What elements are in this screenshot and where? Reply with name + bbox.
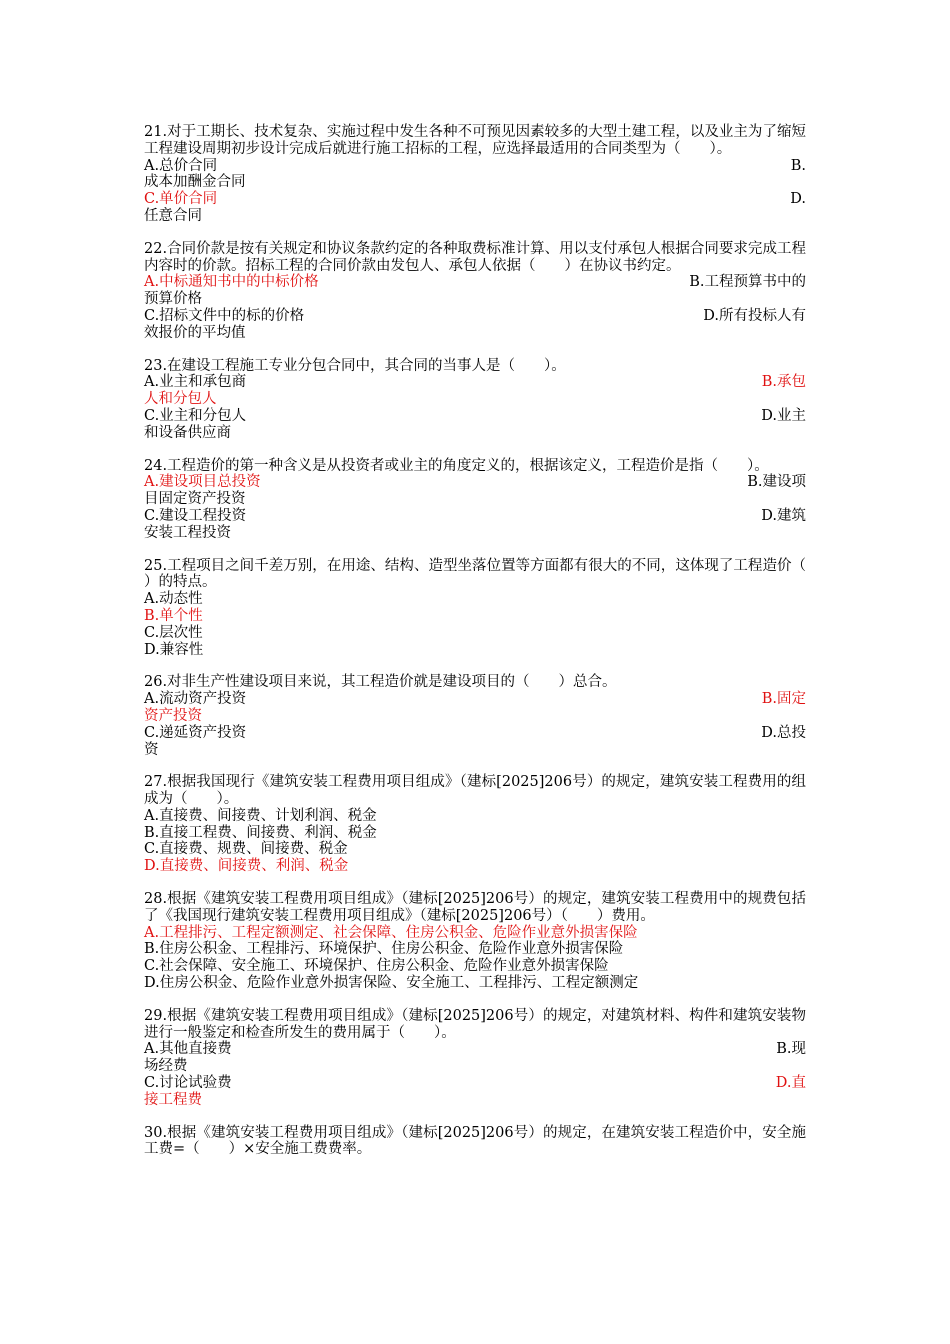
question-27 [144,774,806,875]
option-line: A.动态性 [144,591,203,608]
question-stem: 30.根据《建筑安装工程费用项目组成》（建标[2025]206号）的规定，在建筑安装工程造价中，安全施工费=（ ）×安全施工费费率。 [144,1124,806,1158]
question-30 [144,1125,806,1159]
question-29 [144,1008,806,1109]
option-right: D.所有投标人有 [703,307,806,324]
question-stem: 23.在建设工程施工专业分包合同中，其合同的当事人是（ ）。 [144,357,566,374]
question-23 [144,358,806,442]
option-pair [144,374,806,408]
option-continuation: 任意合同 [144,207,202,224]
question-28 [144,891,806,992]
option-left: C.递延资产投资 [144,724,247,741]
option-left: C.业主和分包人 [144,407,247,424]
option-pair [144,474,806,508]
option-continuation: 场经费 [144,1058,188,1075]
option-left: C.建设工程投资 [144,507,247,524]
question-stem: 21.对于工期长、技术复杂、实施过程中发生各种不可预见因素较多的大型土建工程，以及业主为了缩短工程建设周期初步设计完成后就进行施工招标的工程，应选择最适用的合同类型为（ ）。 [144,124,806,157]
question-stem: 29.根据《建筑安装工程费用项目组成》（建标[2025]206号）的规定，对建筑材料、构件和建筑安装物进行一般鉴定和检查所发生的费用属于（ ）。 [144,1007,806,1041]
option-right: D.建筑 [761,507,806,524]
option-pair [144,191,806,225]
option-pair [144,691,806,725]
option-line: B.单个性 [144,607,203,624]
option-pair [144,308,806,342]
question-stem: 28.根据《建筑安装工程费用项目组成》（建标[2025]206号）的规定，建筑安装工程费用中的规费包括了《我国现行建筑安装工程费用项目组成》（建标[2025]206号）（ ）费用。 [144,891,806,924]
option-right: B. [790,157,806,174]
option-line: A.直接费、间接费、计划利润、税金 [144,807,377,824]
option-left: A.建设项目总投资 [144,474,261,491]
option-right: D.直 [775,1075,806,1092]
option-continuation: 接工程费 [144,1091,202,1108]
option-line: C.层次性 [144,624,203,641]
option-line: B.直接工程费、间接费、利润、税金 [144,824,377,841]
option-right: B.现 [776,1041,806,1058]
option-left: A.其他直接费 [144,1041,232,1058]
option-pair [144,1075,806,1109]
question-stem: 24.工程造价的第一种含义是从投资者或业主的角度定义的，根据该定义，工程造价是指（ ）。 [144,457,769,474]
document-body [144,124,835,1174]
option-line: A.工程排污、工程定额测定、社会保障、住房公积金、危险作业意外损害保险 [144,924,638,941]
option-line: D.住房公积金、危险作业意外损害保险、安全施工、工程排污、工程定额测定 [144,975,639,992]
option-line: D.兼容性 [144,641,204,658]
option-pair [144,274,806,308]
option-left: C.讨论试验费 [144,1075,232,1092]
option-right: B.工程预算书中的 [689,274,806,291]
question-stem: 22.合同价款是按有关规定和协议条款约定的各种取费标准计算、用以支付承包人根据合同要求完成工程内容时的价款。招标工程的合同价款由发包人、承包人依据（ ）在协议书约定。 [144,240,806,274]
question-25 [144,557,835,659]
option-continuation: 和设备供应商 [144,424,231,441]
option-pair [144,508,806,542]
option-right: D. [790,191,806,208]
option-left: A.中标通知书中的中标价格 [144,274,319,291]
question-stem: 25.工程项目之间千差万别，在用途、结构、造型坐落位置等方面都有很大的不同，这体现了工程造价（ ）的特点。 [144,557,835,591]
option-continuation: 人和分包人 [144,391,217,408]
question-stem: 27.根据我国现行《建筑安装工程费用项目组成》（建标[2025]206号）的规定，建筑安装工程费用的组成为（ ）。 [144,774,806,808]
option-right: D.总投 [761,724,806,741]
question-26 [144,674,806,758]
option-pair [144,725,806,759]
option-continuation: 效报价的平均值 [144,324,246,341]
question-24 [144,458,806,542]
option-left: C.招标文件中的标的价格 [144,307,305,324]
option-right: D.业主 [761,407,806,424]
option-line: D.直接费、间接费、利润、税金 [144,858,349,875]
option-left: C.单价合同 [144,191,218,208]
option-line: C.社会保障、安全施工、环境保护、住房公积金、危险作业意外损害保险 [144,958,609,975]
option-line: C.直接费、规费、间接费、税金 [144,841,348,858]
option-left: A.流动资产投资 [144,691,247,708]
option-line: B.住房公积金、工程排污、环境保护、住房公积金、危险作业意外损害保险 [144,941,624,958]
question-22 [144,241,806,342]
question-21 [144,124,806,225]
option-left: A.业主和承包商 [144,374,247,391]
question-stem: 26.对非生产性建设项目来说，其工程造价就是建设项目的（ ）总合。 [144,674,617,691]
option-pair [144,408,806,442]
option-right: B.承包 [761,374,806,391]
option-continuation: 安装工程投资 [144,524,231,541]
option-continuation: 成本加酬金合同 [144,174,246,191]
option-pair [144,158,806,192]
option-continuation: 资产投资 [144,707,202,724]
option-continuation: 资 [144,741,159,758]
option-continuation: 目固定资产投资 [144,491,246,508]
option-continuation: 预算价格 [144,291,202,308]
option-pair [144,1041,806,1075]
option-right: B.建设项 [747,474,806,491]
option-right: B.固定 [761,691,806,708]
option-left: A.总价合同 [144,157,218,174]
